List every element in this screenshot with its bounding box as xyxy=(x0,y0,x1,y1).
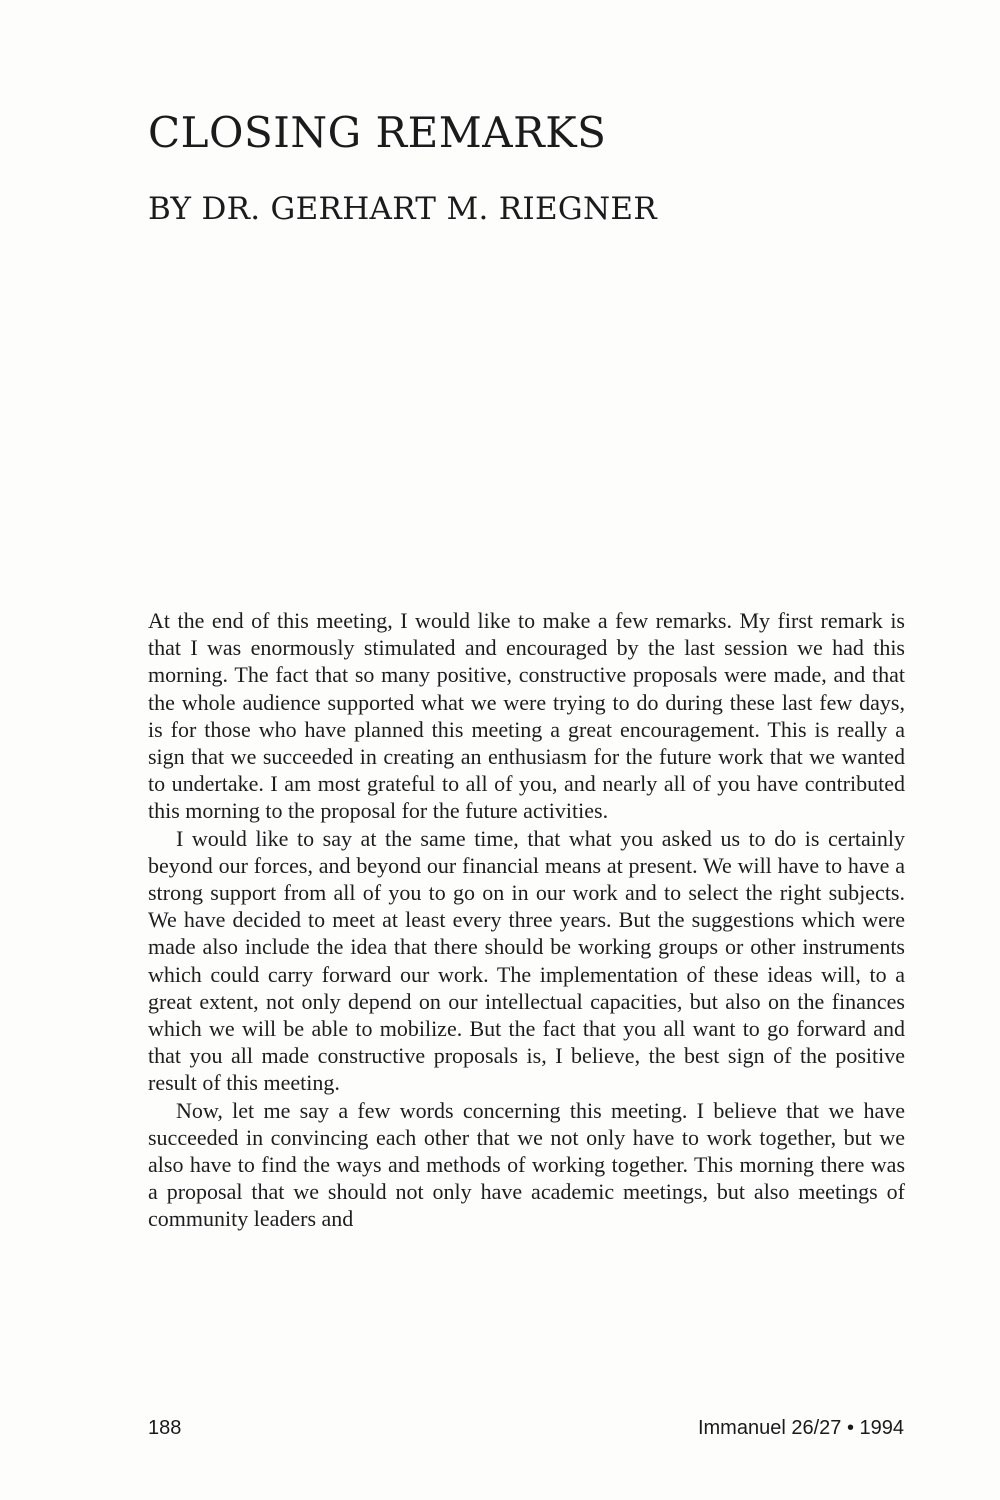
article-byline: BY DR. GERHART M. RIEGNER xyxy=(148,191,657,227)
body-paragraph: At the end of this meeting, I would like to make a few remarks. My first remark is that I was enormously stimulated and encouraged by the last session we had this morning. The fact that so many positive, constructive proposals were made, and that the whole audience supported what we were trying to do during these last few days, is for those who have planned this meeting a great encouragement. This is really a sign that we succeeded in creating an enthusiasm for the future work that we wanted to undertake. I am most grateful to all of you, and nearly all of you have contributed this morning to the proposal for the future activities. xyxy=(148,608,905,824)
journal-reference: Immanuel 26/27 • 1994 xyxy=(697,1417,904,1439)
body-paragraph: I would like to say at the same time, that what you asked us to do is certainly beyond our forces, and beyond our financial means at present. We will have to have a strong support from all of you to go on in our work and to select the right subjects. We have decided to meet at least every three years. But the suggestions which were made also include the idea that there should be working groups or other instruments which could carry forward our work. The implementation of these ideas will, to a great extent, not only depend on our intellectual capacities, but also on the finances which we will be able to mobilize. But the fact that you all want to go forward and that you all made constructive proposals is, I believe, the best sign of the positive result of this meeting. xyxy=(148,825,905,1096)
article-body xyxy=(148,607,905,1233)
body-paragraph: Now, let me say a few words concerning this meeting. I believe that we have succeeded in convincing each other that we not only have to work together, but we also have to find the ways and methods of working together. This morning there was a proposal that we should not only have academic meetings, but also meetings of community leaders and xyxy=(148,1097,905,1232)
page-number: 188 xyxy=(148,1417,182,1439)
article-title: CLOSING REMARKS xyxy=(148,108,607,157)
